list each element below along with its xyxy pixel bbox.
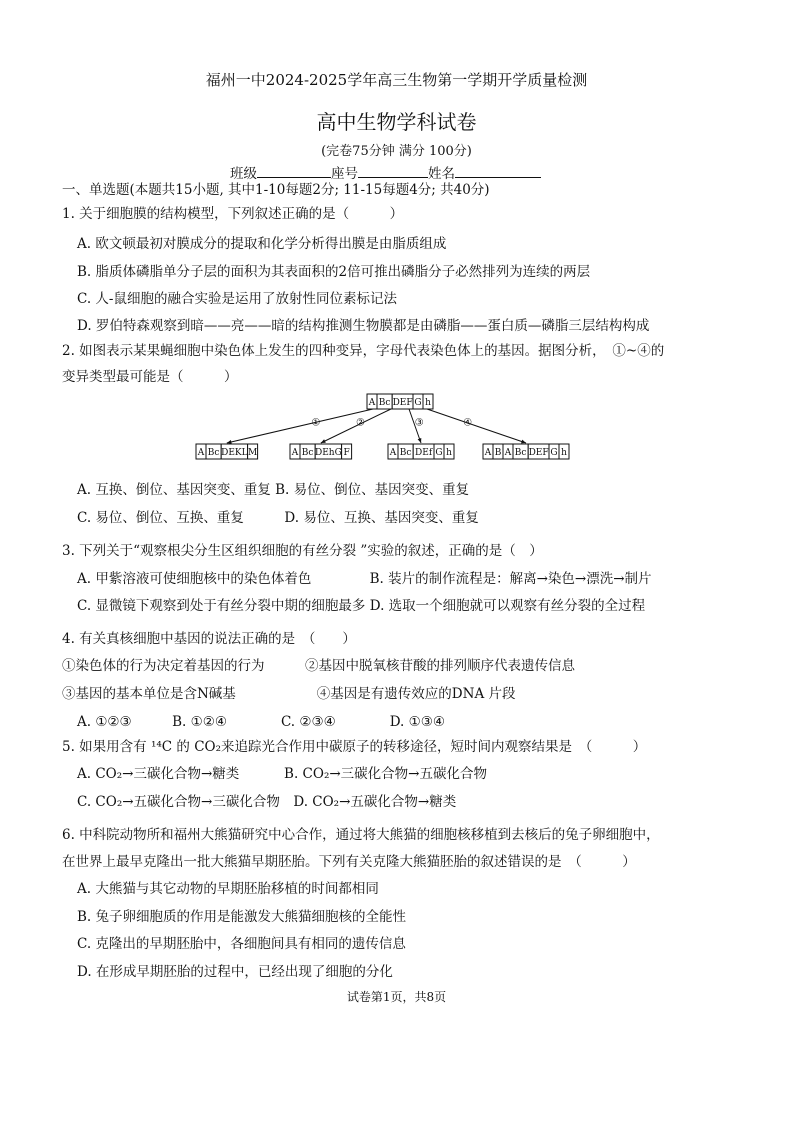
original-chromosome-gene-label: G [414,398,422,408]
variant-chromosome-3-gene-label: G [435,448,443,458]
original-chromosome [367,394,433,409]
q3-options-ab: A. 甲紫溶液可使细胞核中的染色体着色 B. 装片的制作流程是：解离→染色→漂洗→制片 [77,571,652,587]
variant-chromosome-1-gene-label: Bc [207,448,220,458]
q6-option-d: D. 在形成早期胚胎的过程中，已经出现了细胞的分化 [77,964,393,980]
variant-chromosome-3-gene-label: DEf [415,448,433,458]
q6-option-a: A. 大熊猫与其它动物的早期胚胎移植的时间都相同 [77,881,379,897]
variant-chromosome-3-gene-label: Bc [399,448,412,458]
q2-options-cd: C. 易位、倒位、互换、重复 D. 易位、互换、基因突变、重复 [77,510,479,526]
variant-chromosome-1-gene-label: DEKL [221,448,248,458]
original-chromosome-gene-label: Bc [378,398,391,408]
name-label: 姓名 [428,166,455,182]
chromosome-variation-diagram [190,390,610,470]
variation-label-2: ② [355,417,365,429]
q1-option-b: B. 脂质体磷脂单分子层的面积为其表面积的2倍可推出磷脂分子必然排列为连续的两层 [77,264,591,280]
section-heading: 一、单选题(本题共15小题, 其中1-10每题2分; 11-15每题4分; 共40分) [62,182,490,198]
variant-chromosome-2-gene-label: F [343,448,350,458]
q1-option-d: D. 罗伯特森观察到暗——亮——暗的结构推测生物膜都是由磷脂——蛋白质—磷脂三层结构构成 [77,318,650,334]
variant-chromosome-3-gene-label: h [446,448,452,458]
variant-chromosome-4-gene-label: h [561,448,567,458]
class-blank [257,165,331,178]
original-chromosome-gene-label: DEF [392,398,413,408]
variant-chromosome-4-gene-label: G [550,448,558,458]
original-chromosome-gene-label: A [368,398,376,408]
variation-arrow-4 [427,409,526,443]
seat-blank [358,165,428,178]
variation-label-4: ④ [463,417,473,429]
variant-chromosome-4-gene-label: A [504,448,512,458]
subject-title: 高中生物学科试卷 [316,110,477,134]
variation-arrow-1 [227,409,373,443]
q1-stem: 1. 关于细胞膜的结构模型，下列叙述正确的是（ ） [62,206,404,222]
variant-chromosome-4-gene-label: DEF [528,448,549,458]
q5-options-cd: C. CO₂→五碳化合物→三碳化合物 D. CO₂→五碳化合物→糖类 [77,794,457,810]
q6-option-b: B. 兔子卵细胞质的作用是能激发大熊猫细胞核的全能性 [77,909,407,925]
q6-option-c: C. 克隆出的早期胚胎中，各细胞间具有相同的遗传信息 [77,936,406,952]
variant-chromosome-4-gene-label: Bc [514,448,527,458]
q1-option-c: C. 人-鼠细胞的融合实验是运用了放射性同位素标记法 [77,291,397,307]
variation-arrowhead-3 [418,438,422,443]
q6-stem-line2: 在世界上最早克隆出一批大熊猫早期胚胎。下列有关克隆大熊猫胚胎的叙述错误的是 （ ） [62,854,636,870]
q4-stem: 4. 有关真核细胞中基因的说法正确的是 （ ） [62,631,356,647]
variant-chromosome-1-gene-label: M [247,448,258,458]
original-chromosome-gene-label: h [425,398,431,408]
exam-title: 福州一中2024-2025学年高三生物第一学期开学质量检测 [205,71,588,89]
q5-stem: 5. 如果用含有 ¹⁴C 的 CO₂来追踪光合作用中碳原子的转移途径，短时间内观察结果是 （ ） [62,739,647,755]
variation-arrows [227,409,526,444]
variation-label-3: ③ [414,417,424,429]
name-blank [455,165,541,178]
q2-stem-line1: 2. 如图表示某果蝇细胞中染色体上发生的四种变异，字母代表染色体上的基因。据图分析， ①~④的 [62,343,665,359]
variant-chromosome-4-gene-label: A [484,448,492,458]
variant-chromosome-2-gene-label: A [291,448,299,458]
seat-label: 座号 [331,166,358,182]
variant-chromosomes [196,444,569,459]
variant-chromosome-2-gene-label: Bc [301,448,314,458]
q3-options-cd: C. 显微镜下观察到处于有丝分裂中期的细胞最多 D. 选取一个细胞就可以观察有丝分裂的全过程 [77,598,646,614]
q2-options-ab: A. 互换、倒位、基因突变、重复 B. 易位、倒位、基因突变、重复 [77,482,470,498]
exam-meta: (完卷75分钟 满分 100分) [321,144,472,159]
variant-chromosome-3-gene-label: A [389,448,397,458]
q1-option-a: A. 欧文顿最初对膜成分的提取和化学分析得出膜是由脂质组成 [77,236,447,252]
q6-stem-line1: 6. 中科院动物所和福州大熊猫研究中心合作，通过将大熊猫的细胞核移植到去核后的兔子卵细胞中， [62,827,660,843]
q2-stem-line2: 变异类型最可能是（ ） [62,369,238,385]
q4-statements-34: ③基因的基本单位是含N碱基 ④基因是有遗传效应的DNA 片段 [62,686,516,702]
variation-label-1: ① [311,417,321,429]
variant-chromosome-1-gene-label: A [197,448,205,458]
q3-stem: 3. 下列关于“观察根尖分生区组织细胞的有丝分裂 ”实验的叙述，正确的是（ ） [62,543,543,559]
variation-arrowhead-4 [521,440,526,444]
q4-options: A. ①②③ B. ①②④ C. ②③④ D. ①③④ [77,714,445,730]
student-info-row [230,165,541,182]
variant-chromosome-2-gene-label: DEhG [315,448,342,458]
variant-chromosome-4-gene-label: B [494,448,502,458]
q4-statements-12: ①染色体的行为决定着基因的行为 ②基因中脱氧核苷酸的排列顺序代表遗传信息 [62,658,575,674]
class-label: 班级 [230,166,257,182]
q5-options-ab: A. CO₂→三碳化合物→糖类 B. CO₂→三碳化合物→五碳化合物 [77,766,487,782]
page-number: 试卷第1页，共8页 [346,990,447,1004]
